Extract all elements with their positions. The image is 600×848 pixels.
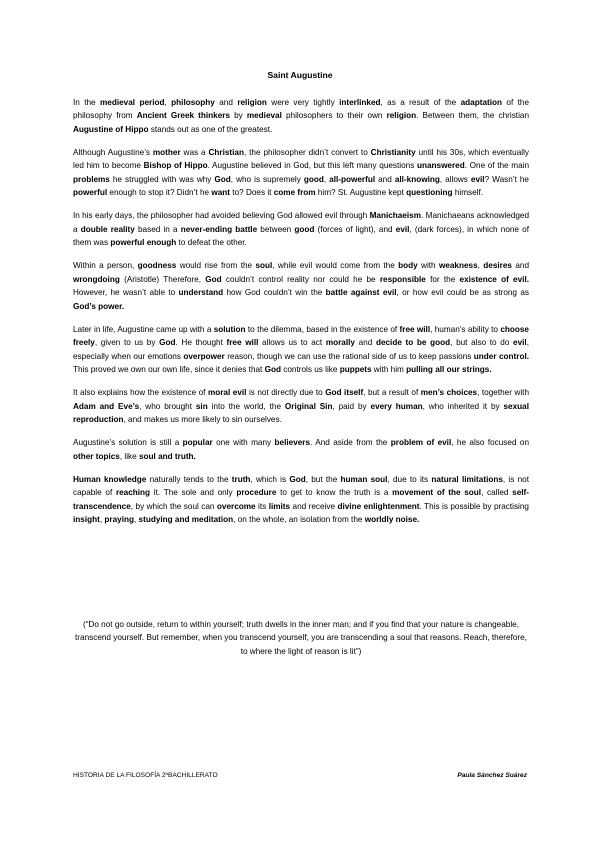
bold-term: responsible: [379, 274, 426, 284]
bold-term: pulling all our strings.: [406, 365, 492, 375]
bold-term: procedure: [236, 488, 277, 498]
bold-term: Christianity: [370, 148, 416, 158]
paragraph-7: Augustine’s solution is still a popular one with many believers. And aside from the problem of evil, he also focused on other topics, like soul and truth.: [73, 438, 529, 461]
bold-term: sin: [195, 401, 208, 411]
bold-term: want: [211, 188, 231, 198]
bold-term: Human knowledge: [73, 474, 147, 484]
bold-term: evil: [470, 174, 485, 184]
bold-term: free will: [399, 324, 431, 334]
bold-term: medieval: [246, 111, 282, 121]
bold-term: morally: [325, 338, 355, 348]
bold-term: self-transcendence: [73, 488, 530, 511]
bold-term: Adam and Eve’s: [73, 401, 140, 411]
bold-term: good: [303, 174, 324, 184]
bold-term: religion: [386, 111, 417, 121]
bold-term: problem of evil: [390, 438, 452, 448]
bold-term: good: [294, 224, 315, 234]
bold-term: evil: [395, 224, 410, 234]
bold-term: other topics: [73, 451, 120, 461]
document-title: Saint Augustine: [267, 70, 333, 80]
paragraph-5: Later in life, Augustine came up with a solution to the dilemma, based in the existence of free will, human’s ability to choose freely, given to us by God. He thought free will allows us to act morally and decide to be good, but also to do evil, especially when our emotions overpower reason, though we can use the rational side of us to keep passions under control. This proved we own our own life, since it denies that God controls us like puppets with him pulling all our strings.: [73, 324, 530, 375]
bold-term: moral evil: [207, 388, 247, 398]
bold-term: praying: [104, 515, 134, 525]
bold-term: goodness: [137, 261, 177, 271]
bold-term: battle against evil: [325, 288, 397, 298]
paragraph-8: Human knowledge naturally tends to the truth, which is God, but the human soul, due to its natural limitations, is not capable of reaching it. The sole and only procedure to get to know the truth is a movement of the soul, called self-transcendence, by which the soul can overcome its limits and receive divine enlightenment. This is possible by practising insight, praying, studying and meditation, on the whole, an isolation from the worldly noise.: [73, 474, 530, 525]
bold-term: solution: [213, 324, 246, 334]
bold-term: believers: [274, 438, 311, 448]
bold-term: medieval period: [100, 98, 165, 107]
bold-term: God: [159, 338, 176, 348]
bold-term: interlinked: [339, 98, 381, 107]
bold-term: adaptation: [460, 98, 503, 107]
footer-author: Paula Sánchez Suárez: [457, 772, 527, 779]
paragraph-4: Within a person, goodness would rise from the soul, while evil would come from the body with weakness, desires and wrongdoing (Aristotle) Therefore, God couldn’t control reality nor could he be responsible for the existence of evil. However, he wasn’t able to understand how God couldn’t win the battle against evil, or how evil could be as strong as God’s power.: [73, 261, 529, 311]
bold-term: Christian: [208, 148, 244, 158]
bold-term: problems: [73, 174, 110, 184]
bold-term: movement of the soul: [392, 488, 482, 498]
bold-term: God: [214, 174, 231, 184]
bold-term: men’s choices: [420, 388, 478, 398]
bold-term: popular: [182, 438, 213, 448]
bold-term: God itself: [325, 388, 364, 398]
bold-term: weakness: [438, 261, 478, 271]
bold-term: God: [205, 274, 222, 284]
bold-term: religion: [237, 98, 267, 107]
bold-term: Ancient Greek thinkers: [136, 111, 230, 121]
bold-term: studying and meditation: [138, 515, 234, 525]
bold-term: natural limitations: [431, 474, 503, 484]
bold-term: reaching: [115, 488, 151, 498]
bold-term: God: [264, 365, 281, 375]
bold-term: come from: [273, 188, 316, 198]
bold-term: powerful: [73, 188, 108, 198]
bold-term: philosophy: [171, 98, 215, 107]
bold-term: Augustine of Hippo: [73, 124, 149, 134]
bold-term: God’s power.: [73, 301, 125, 311]
bold-term: desires: [483, 261, 512, 271]
bold-term: understand: [178, 288, 224, 298]
bold-term: wrongdoing: [73, 274, 120, 284]
bold-term: soul and truth.: [138, 451, 196, 461]
bold-term: overpower: [183, 351, 225, 361]
paragraph-3: In his early days, the philosopher had avoided believing God allowed evil through Manichaeism. Manichaeans acknowledged a double reality based in a never-ending battle between good (forces of light), and evil, (dark forces), in which none of them was powerful enough to defeat the other.: [73, 211, 530, 248]
bold-term: double reality: [80, 224, 135, 234]
bold-term: limits: [268, 501, 291, 511]
paragraph-2: Although Augustine’s mother was a Christian, the philosopher didn’t convert to Christianity until his 30s, which eventually led him to become Bishop of Hippo. Augustine believed in God, but this left many questions unanswered. One of the main problems he struggled with was why God, who is supremely good, all-powerful and all-knowing, allows evil? Wasn’t he powerful enough to stop it? Didn’t he want to? Does it come from him? St. Augustine kept questioning himself.: [73, 148, 529, 198]
paragraph-6: It also explains how the existence of moral evil is not directly due to God itself, but a result of men’s choices, together with Adam and Eve’s, who brought sin into the world, the Original Sin, paid by every human, who inherited it by sexual reproduction, and makes us more likely to sin ourselves.: [73, 388, 529, 425]
bold-term: puppets: [339, 365, 372, 375]
bold-term: truth: [231, 474, 251, 484]
bold-term: human soul: [340, 474, 388, 484]
bold-term: soul: [255, 261, 273, 271]
bold-term: unanswered: [416, 161, 465, 171]
bold-term: free will: [226, 338, 259, 348]
augustine-quote: (“Do not go outside, return to within yourself; truth dwells in the inner man; and if you find that your nature is changeable, transcend yourself. But remember, when you transcend yourself, you are transcending a soul that reasons. Reach, therefore, to where the light of reason is lit”): [75, 620, 527, 656]
bold-term: existence of evil.: [459, 274, 529, 284]
bold-term: never-ending battle: [180, 224, 258, 234]
bold-term: worldly noise.: [364, 515, 420, 525]
bold-term: decide to be good: [375, 338, 451, 348]
bold-term: choose freely: [73, 324, 529, 348]
bold-term: Bishop of Hippo: [143, 161, 208, 171]
bold-term: overcome: [216, 501, 256, 511]
footer-course: HISTORIA DE LA FILOSOFÍA 2ºBACHILLERATO: [73, 772, 218, 779]
bold-term: Manichaeism: [369, 211, 422, 221]
document-body: [73, 96, 529, 536]
bold-term: all-powerful: [329, 174, 376, 184]
bold-term: insight: [73, 515, 100, 525]
bold-term: sexual reproduction: [73, 401, 529, 425]
bold-term: powerful enough: [110, 238, 177, 248]
paragraph-1: In the medieval period, philosophy and religion were very tightly interlinked, as a result of the adaptation of the philosophy from Ancient Greek thinkers by medieval philosophers to their own religion. Between them, the christian Augustine of Hippo stands out as one of the greatest.: [73, 98, 530, 134]
bold-term: divine enlightenment: [337, 501, 420, 511]
bold-term: mother: [152, 148, 181, 158]
bold-term: evil: [513, 338, 527, 348]
bold-term: questioning: [406, 188, 453, 198]
bold-term: under control.: [473, 351, 530, 361]
bold-term: God: [289, 474, 306, 484]
bold-term: Original Sin: [284, 401, 333, 411]
bold-term: all-knowing: [394, 174, 440, 184]
bold-term: every human: [370, 401, 423, 411]
bold-term: body: [398, 261, 418, 271]
